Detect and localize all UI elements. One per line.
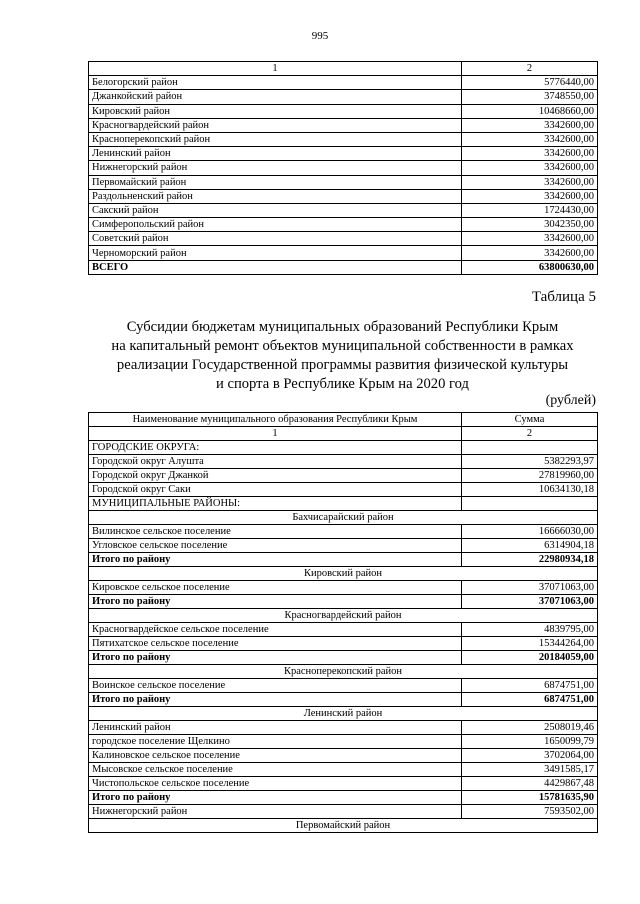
entity-name: Красногвардейское сельское поселение xyxy=(89,623,462,637)
district-name: Черноморский район xyxy=(89,246,462,260)
section-row xyxy=(89,665,598,679)
column-number-1: 1 xyxy=(89,427,462,441)
district-amount: 3342600,00 xyxy=(462,232,598,246)
table-row xyxy=(89,581,598,595)
entity-amount: 10634130,18 xyxy=(462,483,598,497)
section-row xyxy=(89,511,598,525)
entity-amount: 7593502,00 xyxy=(462,805,598,819)
entity-amount xyxy=(462,441,598,455)
district-amount: 3748550,00 xyxy=(462,90,598,104)
table-row xyxy=(89,497,598,511)
district-amount: 3342600,00 xyxy=(462,132,598,146)
page-number: 995 xyxy=(311,30,329,42)
title-line: и спорта в Республике Крым на 2020 год xyxy=(216,376,469,392)
entity-name: Мысовское сельское поселение xyxy=(89,763,462,777)
table-row xyxy=(89,218,598,232)
section-row xyxy=(89,819,598,833)
entity-amount: 16666030,00 xyxy=(462,525,598,539)
entity-name: Вилинское сельское поселение xyxy=(89,525,462,539)
subtotal-label: Итого по району xyxy=(89,553,462,567)
section-title: Красноперекопский район xyxy=(89,665,598,679)
column-header-name: Наименование муниципального образования Республики Крым xyxy=(89,413,462,427)
entity-name: ГОРОДСКИЕ ОКРУГА: xyxy=(89,441,462,455)
district-amount: 1724430,00 xyxy=(462,203,598,217)
total-label: ВСЕГО xyxy=(89,260,462,274)
entity-name: Чистопольское сельское поселение xyxy=(89,777,462,791)
entity-name: Угловское сельское поселение xyxy=(89,539,462,553)
table-row xyxy=(89,749,598,763)
section-row xyxy=(89,567,598,581)
district-totals-body xyxy=(89,62,598,275)
table-row xyxy=(89,161,598,175)
district-amount: 3342600,00 xyxy=(462,189,598,203)
subtotal-label: Итого по району xyxy=(89,595,462,609)
entity-amount: 27819960,00 xyxy=(462,469,598,483)
column-number-row xyxy=(89,62,598,76)
district-amount: 5776440,00 xyxy=(462,76,598,90)
table-title xyxy=(88,318,597,394)
subtotal-amount: 37071063,00 xyxy=(462,595,598,609)
table-row xyxy=(89,132,598,146)
subtotal-row xyxy=(89,693,598,707)
table-row xyxy=(89,483,598,497)
entity-amount: 3491585,17 xyxy=(462,763,598,777)
title-line: реализации Государственной программы развития физической культуры xyxy=(116,357,569,373)
table-row xyxy=(89,147,598,161)
entity-amount: 1650099,79 xyxy=(462,735,598,749)
subtotal-label: Итого по району xyxy=(89,791,462,805)
table-row xyxy=(89,118,598,132)
section-row xyxy=(89,609,598,623)
entity-name: Городской округ Алушта xyxy=(89,455,462,469)
district-amount: 3342600,00 xyxy=(462,246,598,260)
table-row xyxy=(89,679,598,693)
district-name: Ленинский район xyxy=(89,147,462,161)
subtotal-label: Итого по району xyxy=(89,693,462,707)
table-row xyxy=(89,441,598,455)
entity-name: Городской округ Джанкой xyxy=(89,469,462,483)
section-row xyxy=(89,707,598,721)
district-amount: 3342600,00 xyxy=(462,147,598,161)
entity-amount: 4839795,00 xyxy=(462,623,598,637)
column-header-row xyxy=(89,413,598,427)
entity-name: Пятихатское сельское поселение xyxy=(89,637,462,651)
subtotal-row xyxy=(89,651,598,665)
entity-amount: 6314904,18 xyxy=(462,539,598,553)
table-row xyxy=(89,246,598,260)
table-row xyxy=(89,539,598,553)
column-number-2: 2 xyxy=(462,62,598,76)
section-title: Первомайский район xyxy=(89,819,598,833)
units-label: (рублей) xyxy=(545,393,596,408)
section-title: Красногвардейский район xyxy=(89,609,598,623)
table-row xyxy=(89,735,598,749)
table-label: Таблица 5 xyxy=(531,289,596,305)
title-line: Субсидии бюджетам муниципальных образований Республики Крым xyxy=(126,319,559,335)
district-totals-table xyxy=(88,61,598,275)
subtotal-amount: 22980934,18 xyxy=(462,553,598,567)
table-row xyxy=(89,232,598,246)
table-row xyxy=(89,469,598,483)
column-header-sum: Сумма xyxy=(462,413,598,427)
total-amount: 63800630,00 xyxy=(462,260,598,274)
table-row xyxy=(89,623,598,637)
subtotal-row xyxy=(89,553,598,567)
entity-name: Городской округ Саки xyxy=(89,483,462,497)
entity-name: Нижнегорский район xyxy=(89,805,462,819)
table-row xyxy=(89,525,598,539)
district-name: Первомайский район xyxy=(89,175,462,189)
section-title: Бахчисарайский район xyxy=(89,511,598,525)
district-name: Симферопольский район xyxy=(89,218,462,232)
entity-name: городское поселение Щелкино xyxy=(89,735,462,749)
table-row xyxy=(89,455,598,469)
entity-amount: 6874751,00 xyxy=(462,679,598,693)
district-name: Раздольненский район xyxy=(89,189,462,203)
district-amount: 3342600,00 xyxy=(462,161,598,175)
district-name: Белогорский район xyxy=(89,76,462,90)
district-amount: 3342600,00 xyxy=(462,118,598,132)
entity-amount: 37071063,00 xyxy=(462,581,598,595)
table-row xyxy=(89,76,598,90)
table-row xyxy=(89,203,598,217)
table-row xyxy=(89,777,598,791)
column-number-row xyxy=(89,427,598,441)
district-name: Нижнегорский район xyxy=(89,161,462,175)
table-row xyxy=(89,721,598,735)
entity-name: Кировское сельское поселение xyxy=(89,581,462,595)
entity-amount: 4429867,48 xyxy=(462,777,598,791)
subtotal-row xyxy=(89,595,598,609)
table-row xyxy=(89,175,598,189)
district-name: Красноперекопский район xyxy=(89,132,462,146)
district-name: Советский район xyxy=(89,232,462,246)
table-row xyxy=(89,637,598,651)
entity-name: Калиновское сельское поселение xyxy=(89,749,462,763)
title-line: на капитальный ремонт объектов муниципальной собственности в рамках xyxy=(111,338,574,354)
district-name: Джанкойский район xyxy=(89,90,462,104)
table-row xyxy=(89,104,598,118)
district-name: Сакский район xyxy=(89,203,462,217)
district-name: Кировский район xyxy=(89,104,462,118)
district-name: Красногвардейский район xyxy=(89,118,462,132)
column-number-1: 1 xyxy=(89,62,462,76)
total-row xyxy=(89,260,598,274)
subsidies-body xyxy=(89,413,598,833)
subtotal-row xyxy=(89,791,598,805)
column-number-2: 2 xyxy=(462,427,598,441)
section-title: Кировский район xyxy=(89,567,598,581)
district-amount: 3342600,00 xyxy=(462,175,598,189)
entity-amount: 15344264,00 xyxy=(462,637,598,651)
subtotal-amount: 6874751,00 xyxy=(462,693,598,707)
entity-amount: 3702064,00 xyxy=(462,749,598,763)
entity-name: МУНИЦИПАЛЬНЫЕ РАЙОНЫ: xyxy=(89,497,462,511)
subtotal-label: Итого по району xyxy=(89,651,462,665)
table-row xyxy=(89,189,598,203)
subtotal-amount: 15781635,90 xyxy=(462,791,598,805)
subsidies-table xyxy=(88,412,598,833)
entity-amount: 5382293,97 xyxy=(462,455,598,469)
entity-name: Воинское сельское поселение xyxy=(89,679,462,693)
district-amount: 3042350,00 xyxy=(462,218,598,232)
subtotal-amount: 20184059,00 xyxy=(462,651,598,665)
table-row xyxy=(89,90,598,104)
entity-name: Ленинский район xyxy=(89,721,462,735)
table-row xyxy=(89,763,598,777)
district-amount: 10468660,00 xyxy=(462,104,598,118)
section-title: Ленинский район xyxy=(89,707,598,721)
entity-amount: 2508019,46 xyxy=(462,721,598,735)
entity-amount xyxy=(462,497,598,511)
table-row xyxy=(89,805,598,819)
